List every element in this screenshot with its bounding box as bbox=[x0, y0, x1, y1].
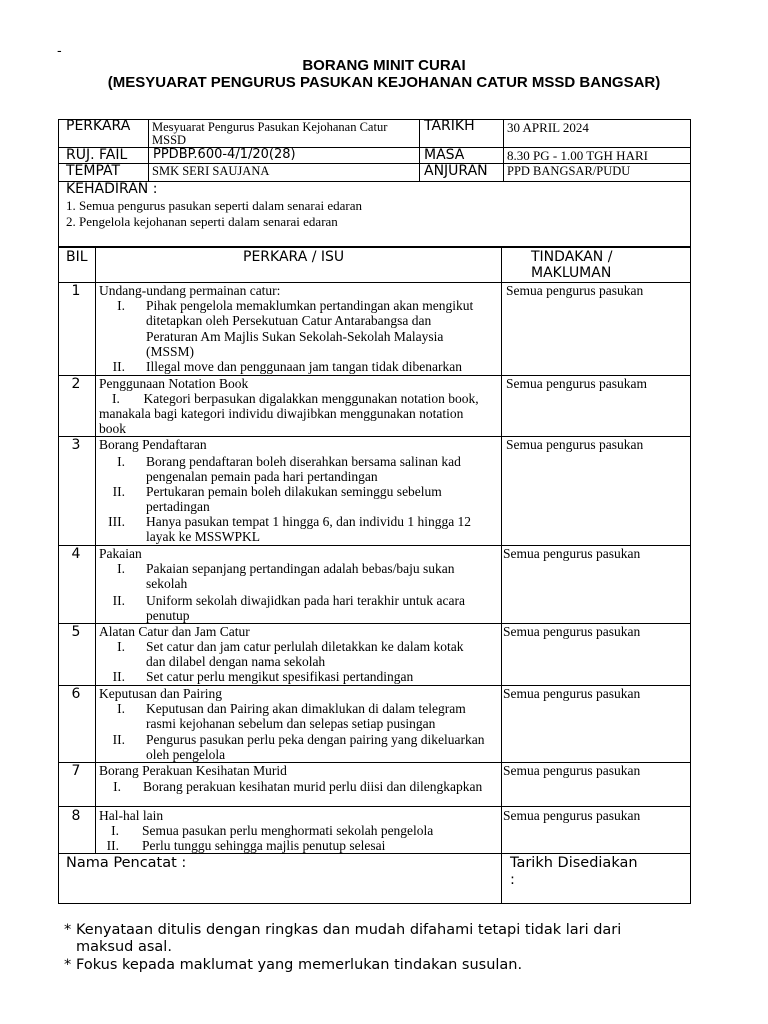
item-text: book bbox=[99, 421, 126, 436]
tarikh-label: TARIKH bbox=[424, 118, 475, 134]
row-number: 7 bbox=[71, 763, 81, 779]
row-action: Semua pengurus pasukan bbox=[503, 624, 641, 639]
row-action: Semua pengurus pasukan bbox=[506, 283, 644, 298]
row-action: Semua pengurus pasukam bbox=[506, 376, 647, 391]
form-title: BORANG MINIT CURAI bbox=[302, 57, 466, 74]
row-number: 1 bbox=[71, 283, 81, 299]
item-text: pertadingan bbox=[146, 499, 210, 514]
kehadiran-item: 1. Semua pengurus pasukan seperti dalam senarai edaran bbox=[66, 198, 363, 213]
item-text: sekolah bbox=[146, 576, 188, 591]
row-number: 6 bbox=[71, 686, 81, 702]
item-numeral: II. bbox=[112, 593, 125, 608]
pencatat-label: Nama Pencatat : bbox=[66, 855, 187, 871]
tarikh-disediakan-label: Tarikh Disediakan bbox=[510, 855, 638, 871]
item-text: Illegal move dan penggunaan jam tangan tidak dibenarkan bbox=[146, 359, 463, 374]
row-number: 4 bbox=[71, 546, 81, 562]
item-numeral: I. bbox=[111, 823, 119, 838]
note-text: Kenyataan ditulis dengan ringkas dan mudah difahami tetapi tidak lari dari bbox=[76, 922, 622, 938]
item-text: penutup bbox=[146, 608, 190, 623]
tempat-label: TEMPAT bbox=[66, 163, 121, 179]
col-header-bil: BIL bbox=[66, 249, 88, 265]
item-text: Peraturan Am Majlis Sukan Sekolah-Sekolah Malaysia bbox=[146, 329, 444, 344]
note-star: * bbox=[64, 922, 72, 938]
item-text: dan dilabel dengan nama sekolah bbox=[146, 654, 326, 669]
anjuran-value: PPD BANGSAR/PUDU bbox=[507, 164, 631, 178]
item-text: (MSSM) bbox=[146, 344, 195, 359]
tarikh-disediakan-colon: : bbox=[510, 872, 515, 888]
item-numeral: II. bbox=[112, 359, 125, 374]
row-action: Semua pengurus pasukan bbox=[503, 763, 641, 778]
masa-value: 8.30 PG - 1.00 TGH HARI bbox=[507, 148, 648, 163]
item-numeral: III. bbox=[108, 514, 125, 529]
row-title: Penggunaan Notation Book bbox=[99, 376, 249, 391]
item-text: Uniform sekolah diwajidkan pada hari terakhir untuk acara bbox=[146, 593, 466, 608]
row-action: Semua pengurus pasukan bbox=[503, 546, 641, 561]
item-numeral: I. bbox=[113, 779, 121, 794]
kehadiran-label: KEHADIRAN : bbox=[66, 181, 158, 197]
item-text: layak ke MSSWPKL bbox=[146, 529, 260, 544]
row-title: Alatan Catur dan Jam Catur bbox=[99, 624, 250, 639]
note-text-cont: maksud asal. bbox=[76, 939, 172, 955]
row-number: 2 bbox=[71, 376, 81, 392]
row-title: Undang-undang permainan catur: bbox=[99, 283, 281, 298]
item-numeral: II. bbox=[106, 838, 119, 853]
row-action: Semua pengurus pasukan bbox=[506, 437, 644, 452]
item-text: Pertukaran pemain boleh dilakukan seminggu sebelum bbox=[146, 484, 442, 499]
item-numeral: I. bbox=[117, 454, 125, 469]
item-text: pengenalan pemain pada hari pertandingan bbox=[146, 469, 378, 484]
header-mark: - bbox=[57, 44, 62, 59]
row-number: 5 bbox=[71, 624, 81, 640]
kehadiran-item: 2. Pengelola kejohanan seperti dalam senarai edaran bbox=[66, 214, 338, 229]
row-title: Keputusan dan Pairing bbox=[99, 686, 222, 701]
masa-label: MASA bbox=[424, 147, 465, 163]
row-title: Pakaian bbox=[99, 546, 142, 561]
rujfail-value: PPDBP.600-4/1/20(28) bbox=[153, 147, 296, 162]
col-header-perkara: PERKARA / ISU bbox=[243, 249, 345, 265]
col-header-tindakan: TINDAKAN / bbox=[531, 249, 613, 265]
form-subtitle: (MESYUARAT PENGURUS PASUKAN KEJOHANAN CATUR MSSD BANGSAR) bbox=[107, 74, 661, 91]
perkara-label: PERKARA bbox=[66, 118, 131, 134]
item-text: manakala bagi kategori individu diwajibkan menggunakan notation bbox=[99, 406, 464, 421]
item-text: Hanya pasukan tempat 1 hingga 6, dan individu 1 hingga 12 bbox=[146, 514, 472, 529]
row-number: 8 bbox=[71, 808, 81, 824]
item-text: Set catur perlu mengikut spesifikasi pertandingan bbox=[146, 669, 414, 684]
item-text: Borang perakuan kesihatan murid perlu diisi dan dilengkapkan bbox=[143, 779, 483, 794]
item-text: I. Kategori berpasukan digalakkan menggunakan notation book, bbox=[112, 391, 479, 406]
tarikh-value: 30 APRIL 2024 bbox=[507, 120, 589, 135]
item-text: oleh pengelola bbox=[146, 747, 226, 762]
rujfail-label: RUJ. FAIL bbox=[66, 147, 128, 163]
item-numeral: II. bbox=[112, 669, 125, 684]
tempat-value: SMK SERI SAUJANA bbox=[152, 164, 270, 178]
item-text: Semua pasukan perlu menghormati sekolah pengelola bbox=[142, 823, 434, 838]
item-numeral: I. bbox=[117, 298, 125, 313]
col-header-tindakan-cont: MAKLUMAN bbox=[531, 265, 612, 281]
row-number: 3 bbox=[71, 437, 81, 453]
item-text: Borang pendaftaran boleh diserahkan bersama salinan kad bbox=[146, 454, 461, 469]
item-numeral: I. bbox=[117, 561, 125, 576]
row-title: Hal-hal lain bbox=[99, 808, 164, 823]
item-numeral: I. bbox=[117, 639, 125, 654]
item-numeral: II. bbox=[112, 484, 125, 499]
row-title: Borang Perakuan Kesihatan Murid bbox=[99, 763, 287, 778]
item-text: Set catur dan jam catur perlulah diletakkan ke dalam kotak bbox=[146, 639, 464, 654]
perkara-value: Mesyuarat Pengurus Pasukan Kejohanan Catur bbox=[152, 120, 388, 134]
item-text: ditetapkan oleh Persekutuan Catur Antarabangsa dan bbox=[146, 313, 432, 328]
note-star: * bbox=[64, 957, 72, 973]
item-numeral: II. bbox=[112, 732, 125, 747]
row-action: Semua pengurus pasukan bbox=[503, 686, 641, 701]
perkara-value-cont: MSSD bbox=[152, 133, 187, 147]
row-title: Borang Pendaftaran bbox=[99, 437, 207, 452]
item-numeral: I. bbox=[117, 701, 125, 716]
item-text: Pihak pengelola memaklumkan pertandingan akan mengikut bbox=[146, 298, 474, 313]
item-text: Pengurus pasukan perlu peka dengan pairing yang dikeluarkan bbox=[146, 732, 485, 747]
item-text: Perlu tunggu sehingga majlis penutup selesai bbox=[142, 838, 386, 853]
row-action: Semua pengurus pasukan bbox=[503, 808, 641, 823]
item-text: Pakaian sepanjang pertandingan adalah bebas/baju sukan bbox=[146, 561, 455, 576]
item-text: rasmi kejohanan sebelum dan selepas setiap pusingan bbox=[146, 716, 436, 731]
anjuran-label: ANJURAN bbox=[424, 163, 488, 179]
item-text: Keputusan dan Pairing akan dimaklukan di dalam telegram bbox=[146, 701, 466, 716]
note-text: Fokus kepada maklumat yang memerlukan tindakan susulan. bbox=[76, 957, 523, 973]
